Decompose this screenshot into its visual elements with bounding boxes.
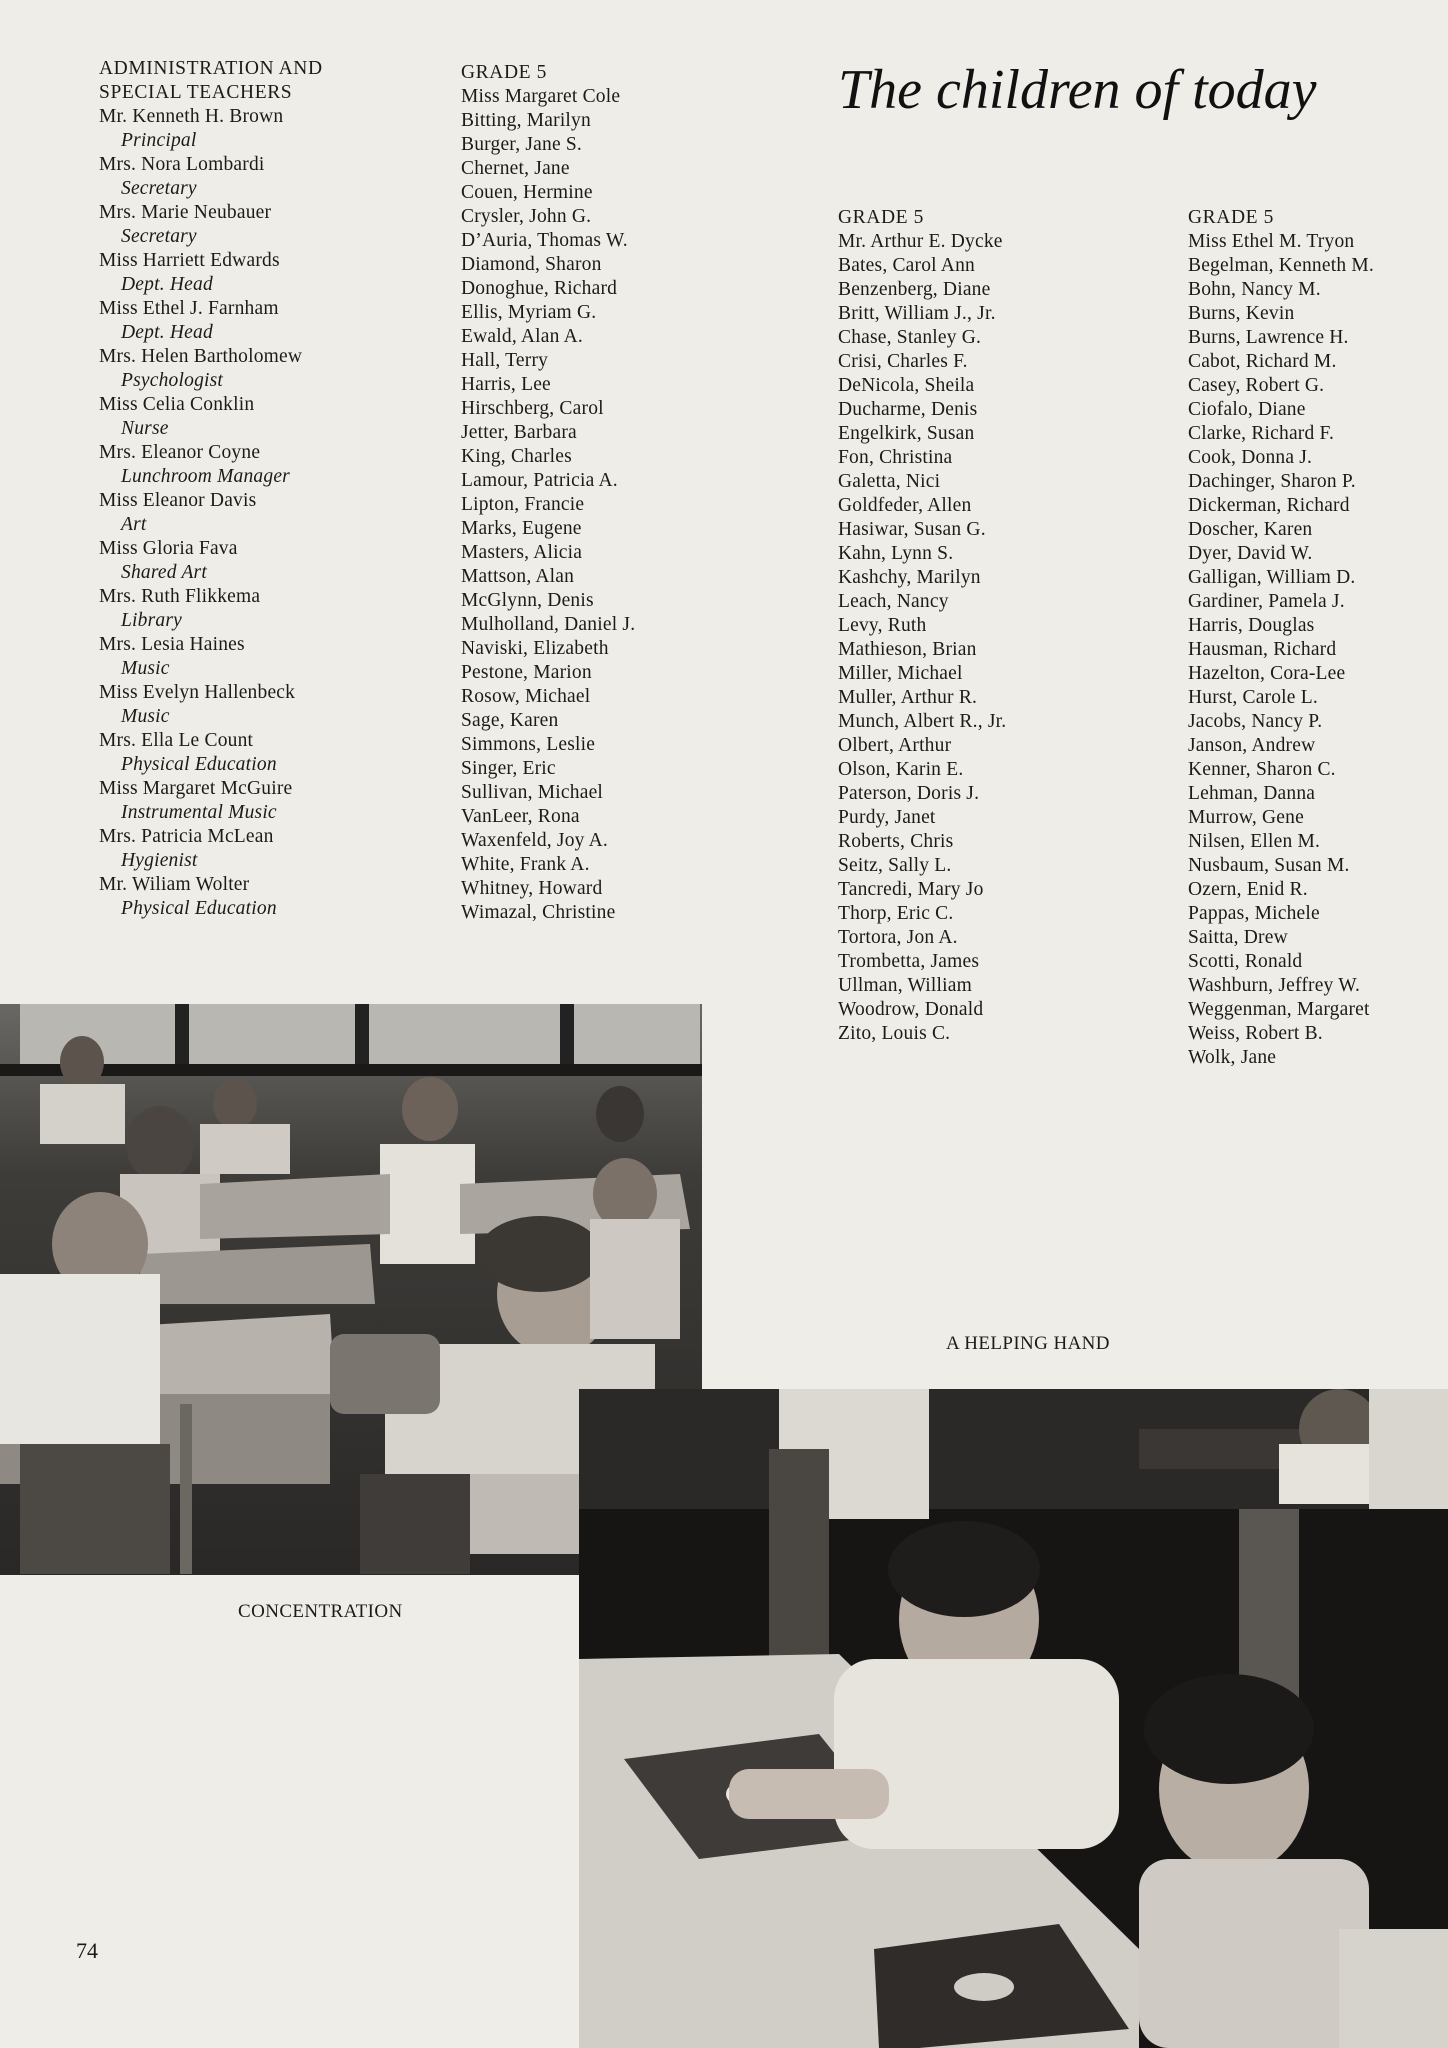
student-name: Donoghue, Richard bbox=[461, 278, 618, 299]
caption-helping-hand: A HELPING HAND bbox=[946, 1333, 1110, 1354]
student-name: Zito, Louis C. bbox=[838, 1023, 951, 1044]
student-name: Hall, Terry bbox=[461, 350, 549, 371]
student-name: Purdy, Janet bbox=[838, 807, 936, 828]
student-name: Cook, Donna J. bbox=[1188, 447, 1313, 468]
student-name: Crisi, Charles F. bbox=[838, 351, 968, 372]
admin-heading-line-2: SPECIAL TEACHERS bbox=[99, 82, 293, 103]
student-name: Murrow, Gene bbox=[1188, 807, 1304, 828]
student-name: Mulholland, Daniel J. bbox=[461, 614, 636, 635]
student-name: Jacobs, Nancy P. bbox=[1188, 711, 1323, 732]
staff-role: Psychologist bbox=[121, 370, 224, 391]
student-name: Lamour, Patricia A. bbox=[461, 470, 618, 491]
student-name: Benzenberg, Diane bbox=[838, 279, 991, 300]
student-name: Rosow, Michael bbox=[461, 686, 591, 707]
student-name: Chase, Stanley G. bbox=[838, 327, 982, 348]
staff-role: Shared Art bbox=[121, 562, 207, 583]
staff-name: Miss Ethel J. Farnham bbox=[99, 298, 279, 319]
staff-name: Miss Harriett Edwards bbox=[99, 250, 280, 271]
student-name: Engelkirk, Susan bbox=[838, 423, 975, 444]
student-name: Weggenman, Margaret bbox=[1188, 999, 1370, 1020]
admin-heading-line-1: ADMINISTRATION AND bbox=[99, 58, 323, 79]
student-name: King, Charles bbox=[461, 446, 572, 467]
student-name: Fon, Christina bbox=[838, 447, 953, 468]
student-name: Bitting, Marilyn bbox=[461, 110, 591, 131]
staff-name: Mrs. Ruth Flikkema bbox=[99, 586, 261, 607]
student-name: Casey, Robert G. bbox=[1188, 375, 1325, 396]
student-name: Sullivan, Michael bbox=[461, 782, 604, 803]
student-name: Trombetta, James bbox=[838, 951, 980, 972]
student-name: Waxenfeld, Joy A. bbox=[461, 830, 608, 851]
student-name: Cabot, Richard M. bbox=[1188, 351, 1337, 372]
student-name: Marks, Eugene bbox=[461, 518, 582, 539]
student-name: Jetter, Barbara bbox=[461, 422, 577, 443]
class-teacher: Miss Margaret Cole bbox=[461, 86, 621, 107]
student-name: Gardiner, Pamela J. bbox=[1188, 591, 1345, 612]
student-name: Thorp, Eric C. bbox=[838, 903, 954, 924]
staff-name: Miss Celia Conklin bbox=[99, 394, 255, 415]
student-name: Woodrow, Donald bbox=[838, 999, 984, 1020]
student-list bbox=[461, 109, 635, 925]
student-name: VanLeer, Rona bbox=[461, 806, 580, 827]
student-name: Wolk, Jane bbox=[1188, 1047, 1277, 1068]
student-name: Muller, Arthur R. bbox=[838, 687, 978, 708]
staff-role: Physical Education bbox=[121, 754, 277, 775]
student-name: Dickerman, Richard bbox=[1188, 495, 1350, 516]
student-name: D’Auria, Thomas W. bbox=[461, 230, 628, 251]
staff-role: Hygienist bbox=[121, 850, 198, 871]
student-name: Dyer, David W. bbox=[1188, 543, 1313, 564]
student-name: Saitta, Drew bbox=[1188, 927, 1288, 948]
student-name: Whitney, Howard bbox=[461, 878, 603, 899]
student-name: Ciofalo, Diane bbox=[1188, 399, 1306, 420]
student-name: Goldfeder, Allen bbox=[838, 495, 972, 516]
student-name: Hirschberg, Carol bbox=[461, 398, 604, 419]
staff-role: Secretary bbox=[121, 178, 197, 199]
student-name: Janson, Andrew bbox=[1188, 735, 1316, 756]
student-name: Lehman, Danna bbox=[1188, 783, 1316, 804]
student-name: Nilsen, Ellen M. bbox=[1188, 831, 1321, 852]
student-name: Burns, Lawrence H. bbox=[1188, 327, 1349, 348]
student-name: Tancredi, Mary Jo bbox=[838, 879, 984, 900]
staff-role: Principal bbox=[121, 130, 197, 151]
student-name: Masters, Alicia bbox=[461, 542, 583, 563]
student-name: Pappas, Michele bbox=[1188, 903, 1320, 924]
student-name: Hasiwar, Susan G. bbox=[838, 519, 986, 540]
student-name: Dachinger, Sharon P. bbox=[1188, 471, 1356, 492]
student-name: Bohn, Nancy M. bbox=[1188, 279, 1321, 300]
staff-role: Music bbox=[121, 706, 170, 727]
student-name: Mathieson, Brian bbox=[838, 639, 977, 660]
staff-name: Mr. Kenneth H. Brown bbox=[99, 106, 284, 127]
class-column-dycke bbox=[838, 206, 1006, 1046]
student-name: Weiss, Robert B. bbox=[1188, 1023, 1323, 1044]
student-name: Roberts, Chris bbox=[838, 831, 954, 852]
student-name: Ellis, Myriam G. bbox=[461, 302, 597, 323]
staff-name: Mr. Wiliam Wolter bbox=[99, 874, 250, 895]
class-grade-heading: GRADE 5 bbox=[838, 207, 924, 228]
student-name: White, Frank A. bbox=[461, 854, 590, 875]
class-grade-heading: GRADE 5 bbox=[1188, 207, 1274, 228]
student-name: Hurst, Carole L. bbox=[1188, 687, 1318, 708]
staff-name: Mrs. Helen Bartholomew bbox=[99, 346, 303, 367]
staff-role: Physical Education bbox=[121, 898, 277, 919]
staff-name: Miss Gloria Fava bbox=[99, 538, 238, 559]
student-name: Simmons, Leslie bbox=[461, 734, 596, 755]
student-name: Ducharme, Denis bbox=[838, 399, 978, 420]
student-name: Munch, Albert R., Jr. bbox=[838, 711, 1007, 732]
student-name: Wimazal, Christine bbox=[461, 902, 616, 923]
staff-role: Instrumental Music bbox=[121, 802, 277, 823]
student-name: Olbert, Arthur bbox=[838, 735, 952, 756]
student-name: Nusbaum, Susan M. bbox=[1188, 855, 1350, 876]
student-name: Kashchy, Marilyn bbox=[838, 567, 981, 588]
student-name: Washburn, Jeffrey W. bbox=[1188, 975, 1361, 996]
student-name: Crysler, John G. bbox=[461, 206, 592, 227]
student-list bbox=[838, 254, 1006, 1046]
student-name: Clarke, Richard F. bbox=[1188, 423, 1335, 444]
student-name: Hausman, Richard bbox=[1188, 639, 1337, 660]
page-number: 74 bbox=[76, 1938, 98, 1963]
student-name: Mattson, Alan bbox=[461, 566, 575, 587]
admin-column bbox=[99, 57, 323, 921]
staff-name: Mrs. Patricia McLean bbox=[99, 826, 274, 847]
student-name: Levy, Ruth bbox=[838, 615, 927, 636]
staff-role: Dept. Head bbox=[121, 322, 213, 343]
student-name: Kahn, Lynn S. bbox=[838, 543, 954, 564]
student-name: Naviski, Elizabeth bbox=[461, 638, 609, 659]
staff-name: Mrs. Ella Le Count bbox=[99, 730, 254, 751]
staff-role: Nurse bbox=[121, 418, 169, 439]
student-name: Lipton, Francie bbox=[461, 494, 585, 515]
student-name: Galligan, William D. bbox=[1188, 567, 1356, 588]
student-name: Harris, Lee bbox=[461, 374, 551, 395]
student-name: Pestone, Marion bbox=[461, 662, 592, 683]
student-name: Chernet, Jane bbox=[461, 158, 570, 179]
staff-name: Mrs. Nora Lombardi bbox=[99, 154, 265, 175]
admin-staff-list bbox=[99, 105, 323, 921]
student-name: Burns, Kevin bbox=[1188, 303, 1295, 324]
student-name: Diamond, Sharon bbox=[461, 254, 602, 275]
class-teacher: Miss Ethel M. Tryon bbox=[1188, 231, 1355, 252]
page-title: The children of today bbox=[838, 59, 1317, 121]
student-name: Leach, Nancy bbox=[838, 591, 949, 612]
student-name: Galetta, Nici bbox=[838, 471, 941, 492]
student-name: Kenner, Sharon C. bbox=[1188, 759, 1336, 780]
class-column-cole bbox=[461, 61, 635, 925]
staff-role: Music bbox=[121, 658, 170, 679]
staff-role: Lunchroom Manager bbox=[121, 466, 290, 487]
student-name: DeNicola, Sheila bbox=[838, 375, 975, 396]
student-name: Britt, William J., Jr. bbox=[838, 303, 996, 324]
puzzle-photo-illustration bbox=[579, 1389, 1448, 2048]
class-column-tryon bbox=[1188, 206, 1374, 1070]
student-name: Singer, Eric bbox=[461, 758, 556, 779]
student-name: Sage, Karen bbox=[461, 710, 559, 731]
staff-name: Mrs. Eleanor Coyne bbox=[99, 442, 261, 463]
student-name: Miller, Michael bbox=[838, 663, 963, 684]
class-teacher: Mr. Arthur E. Dycke bbox=[838, 231, 1003, 252]
student-name: Harris, Douglas bbox=[1188, 615, 1315, 636]
student-name: Seitz, Sally L. bbox=[838, 855, 952, 876]
student-name: Ewald, Alan A. bbox=[461, 326, 583, 347]
student-name: Tortora, Jon A. bbox=[838, 927, 958, 948]
staff-name: Miss Margaret McGuire bbox=[99, 778, 293, 799]
student-name: Scotti, Ronald bbox=[1188, 951, 1303, 972]
staff-name: Miss Eleanor Davis bbox=[99, 490, 257, 511]
student-list bbox=[1188, 254, 1374, 1070]
staff-name: Mrs. Lesia Haines bbox=[99, 634, 245, 655]
caption-concentration: CONCENTRATION bbox=[238, 1601, 403, 1622]
student-name: Bates, Carol Ann bbox=[838, 255, 975, 276]
student-name: Paterson, Doris J. bbox=[838, 783, 980, 804]
student-name: Doscher, Karen bbox=[1188, 519, 1313, 540]
student-name: Begelman, Kenneth M. bbox=[1188, 255, 1374, 276]
student-name: Burger, Jane S. bbox=[461, 134, 583, 155]
student-name: Couen, Hermine bbox=[461, 182, 593, 203]
staff-role: Art bbox=[121, 514, 147, 535]
student-name: McGlynn, Denis bbox=[461, 590, 594, 611]
staff-role: Secretary bbox=[121, 226, 197, 247]
staff-role: Dept. Head bbox=[121, 274, 213, 295]
puzzle-photo bbox=[579, 1389, 1448, 2048]
student-name: Ullman, William bbox=[838, 975, 973, 996]
staff-role: Library bbox=[121, 610, 182, 631]
staff-name: Mrs. Marie Neubauer bbox=[99, 202, 272, 223]
student-name: Ozern, Enid R. bbox=[1188, 879, 1308, 900]
student-name: Hazelton, Cora-Lee bbox=[1188, 663, 1346, 684]
class-grade-heading: GRADE 5 bbox=[461, 62, 547, 83]
staff-name: Miss Evelyn Hallenbeck bbox=[99, 682, 296, 703]
student-name: Olson, Karin E. bbox=[838, 759, 964, 780]
